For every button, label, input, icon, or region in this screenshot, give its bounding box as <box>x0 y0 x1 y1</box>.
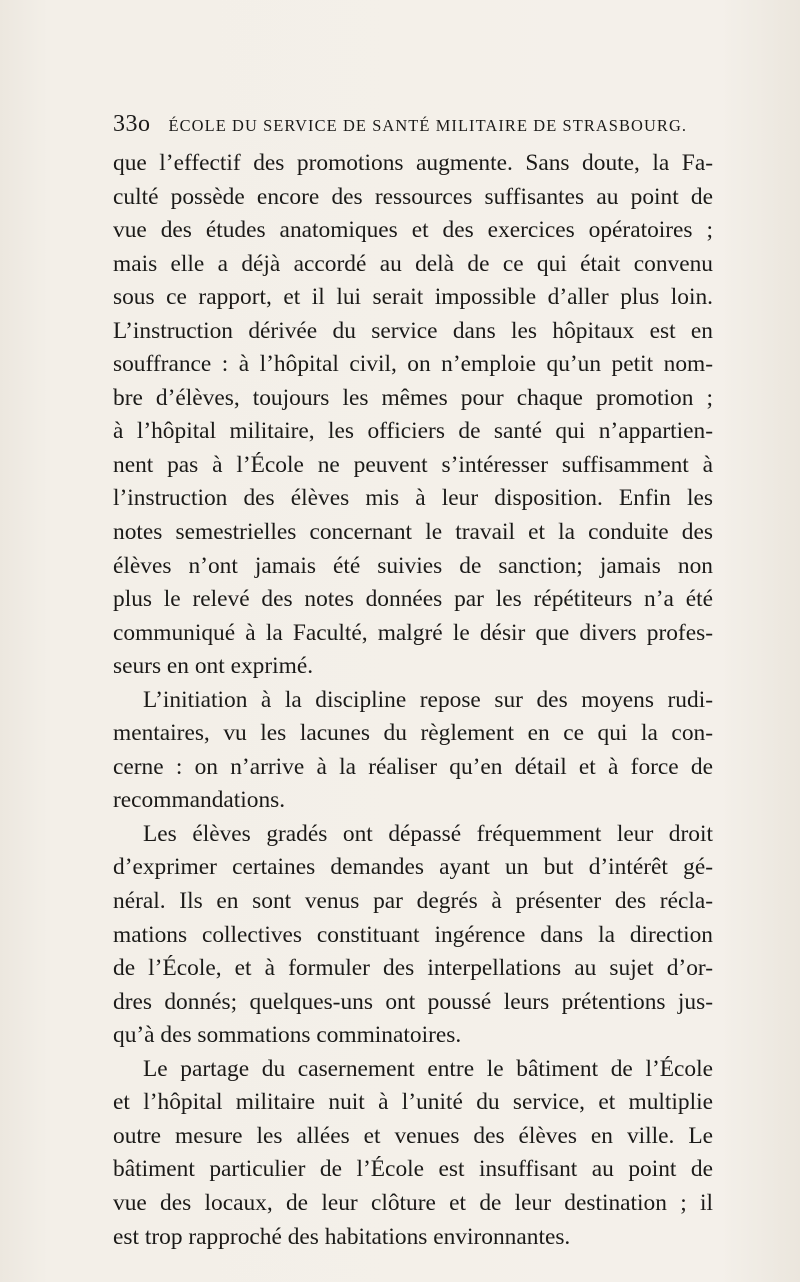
body-text <box>113 147 713 1254</box>
text-line: vue des études anatomiques et des exercices opératoires ; <box>113 217 713 244</box>
text-line: communiqué à la Faculté, malgré le désir que divers profes- <box>113 619 713 646</box>
text-line: souffrance : à l’hôpital civil, on n’emploie qu’un petit nom- <box>113 351 713 378</box>
text-line: de l’École, et à formuler des interpellations au sujet d’or- <box>113 955 713 982</box>
text-line: plus le relevé des notes données par les répétiteurs n’a été <box>113 586 713 613</box>
text-line: notes semestrielles concernant le travail et la conduite des <box>113 519 713 546</box>
text-line: seurs en ont exprimé. <box>113 653 314 680</box>
text-line: l’instruction des élèves mis à leur disposition. Enfin les <box>113 485 713 512</box>
text-line: Le partage du casernement entre le bâtiment de l’École <box>143 1055 713 1082</box>
text-line: qu’à des sommations comminatoires. <box>113 1022 462 1049</box>
page-number: 33o <box>113 111 151 137</box>
text-line: outre mesure les allées et venues des élèves en ville. Le <box>113 1122 713 1149</box>
text-line: Les élèves gradés ont dépassé fréquemment leur droit <box>143 820 713 847</box>
text-line: néral. Ils en sont venus par degrés à présenter des récla- <box>113 888 713 915</box>
text-line: sous ce rapport, et il lui serait impossible d’aller plus loin. <box>113 284 713 311</box>
text-line: bâtiment particulier de l’École est insuffisant au point de <box>113 1156 713 1183</box>
text-line: culté possède encore des ressources suffisantes au point de <box>113 183 713 210</box>
text-line: bre d’élèves, toujours les mêmes pour chaque promotion ; <box>113 384 713 411</box>
page-header <box>113 111 713 137</box>
text-line: vue des locaux, de leur clôture et de leur destination ; il <box>113 1189 713 1216</box>
text-line: est trop rapproché des habitations environnantes. <box>113 1223 571 1250</box>
text-line: d’exprimer certaines demandes ayant un but d’intérêt gé- <box>113 854 713 881</box>
text-line: L’instruction dérivée du service dans les hôpitaux est en <box>113 317 713 344</box>
text-line: L’initiation à la discipline repose sur des moyens rudi- <box>143 686 713 713</box>
text-line: que l’effectif des promotions augmente. Sans doute, la Fa- <box>113 150 713 176</box>
text-line: à l’hôpital militaire, les officiers de santé qui n’appartien- <box>113 418 713 445</box>
text-line: dres donnés; quelques-uns ont poussé leurs prétentions jus- <box>113 988 713 1015</box>
text-line: cerne : on n’arrive à la réaliser qu’en détail et à force de <box>113 753 713 780</box>
running-title: ÉCOLE DU SERVICE DE SANTÉ MILITAIRE DE STRASBOURG. <box>168 116 688 135</box>
text-line: mations collectives constituant ingérence dans la direction <box>113 921 713 948</box>
text-line: recommandations. <box>113 787 286 814</box>
text-line: mais elle a déjà accordé au delà de ce qui était convenu <box>113 250 713 277</box>
text-line: mentaires, vu les lacunes du règlement en ce qui la con- <box>113 720 713 747</box>
text-line: et l’hôpital militaire nuit à l’unité du service, et multiplie <box>113 1089 713 1116</box>
text-line: élèves n’ont jamais été suivies de sanction; jamais non <box>113 552 713 579</box>
text-line: nent pas à l’École ne peuvent s’intéresser suffisamment à <box>113 451 713 478</box>
